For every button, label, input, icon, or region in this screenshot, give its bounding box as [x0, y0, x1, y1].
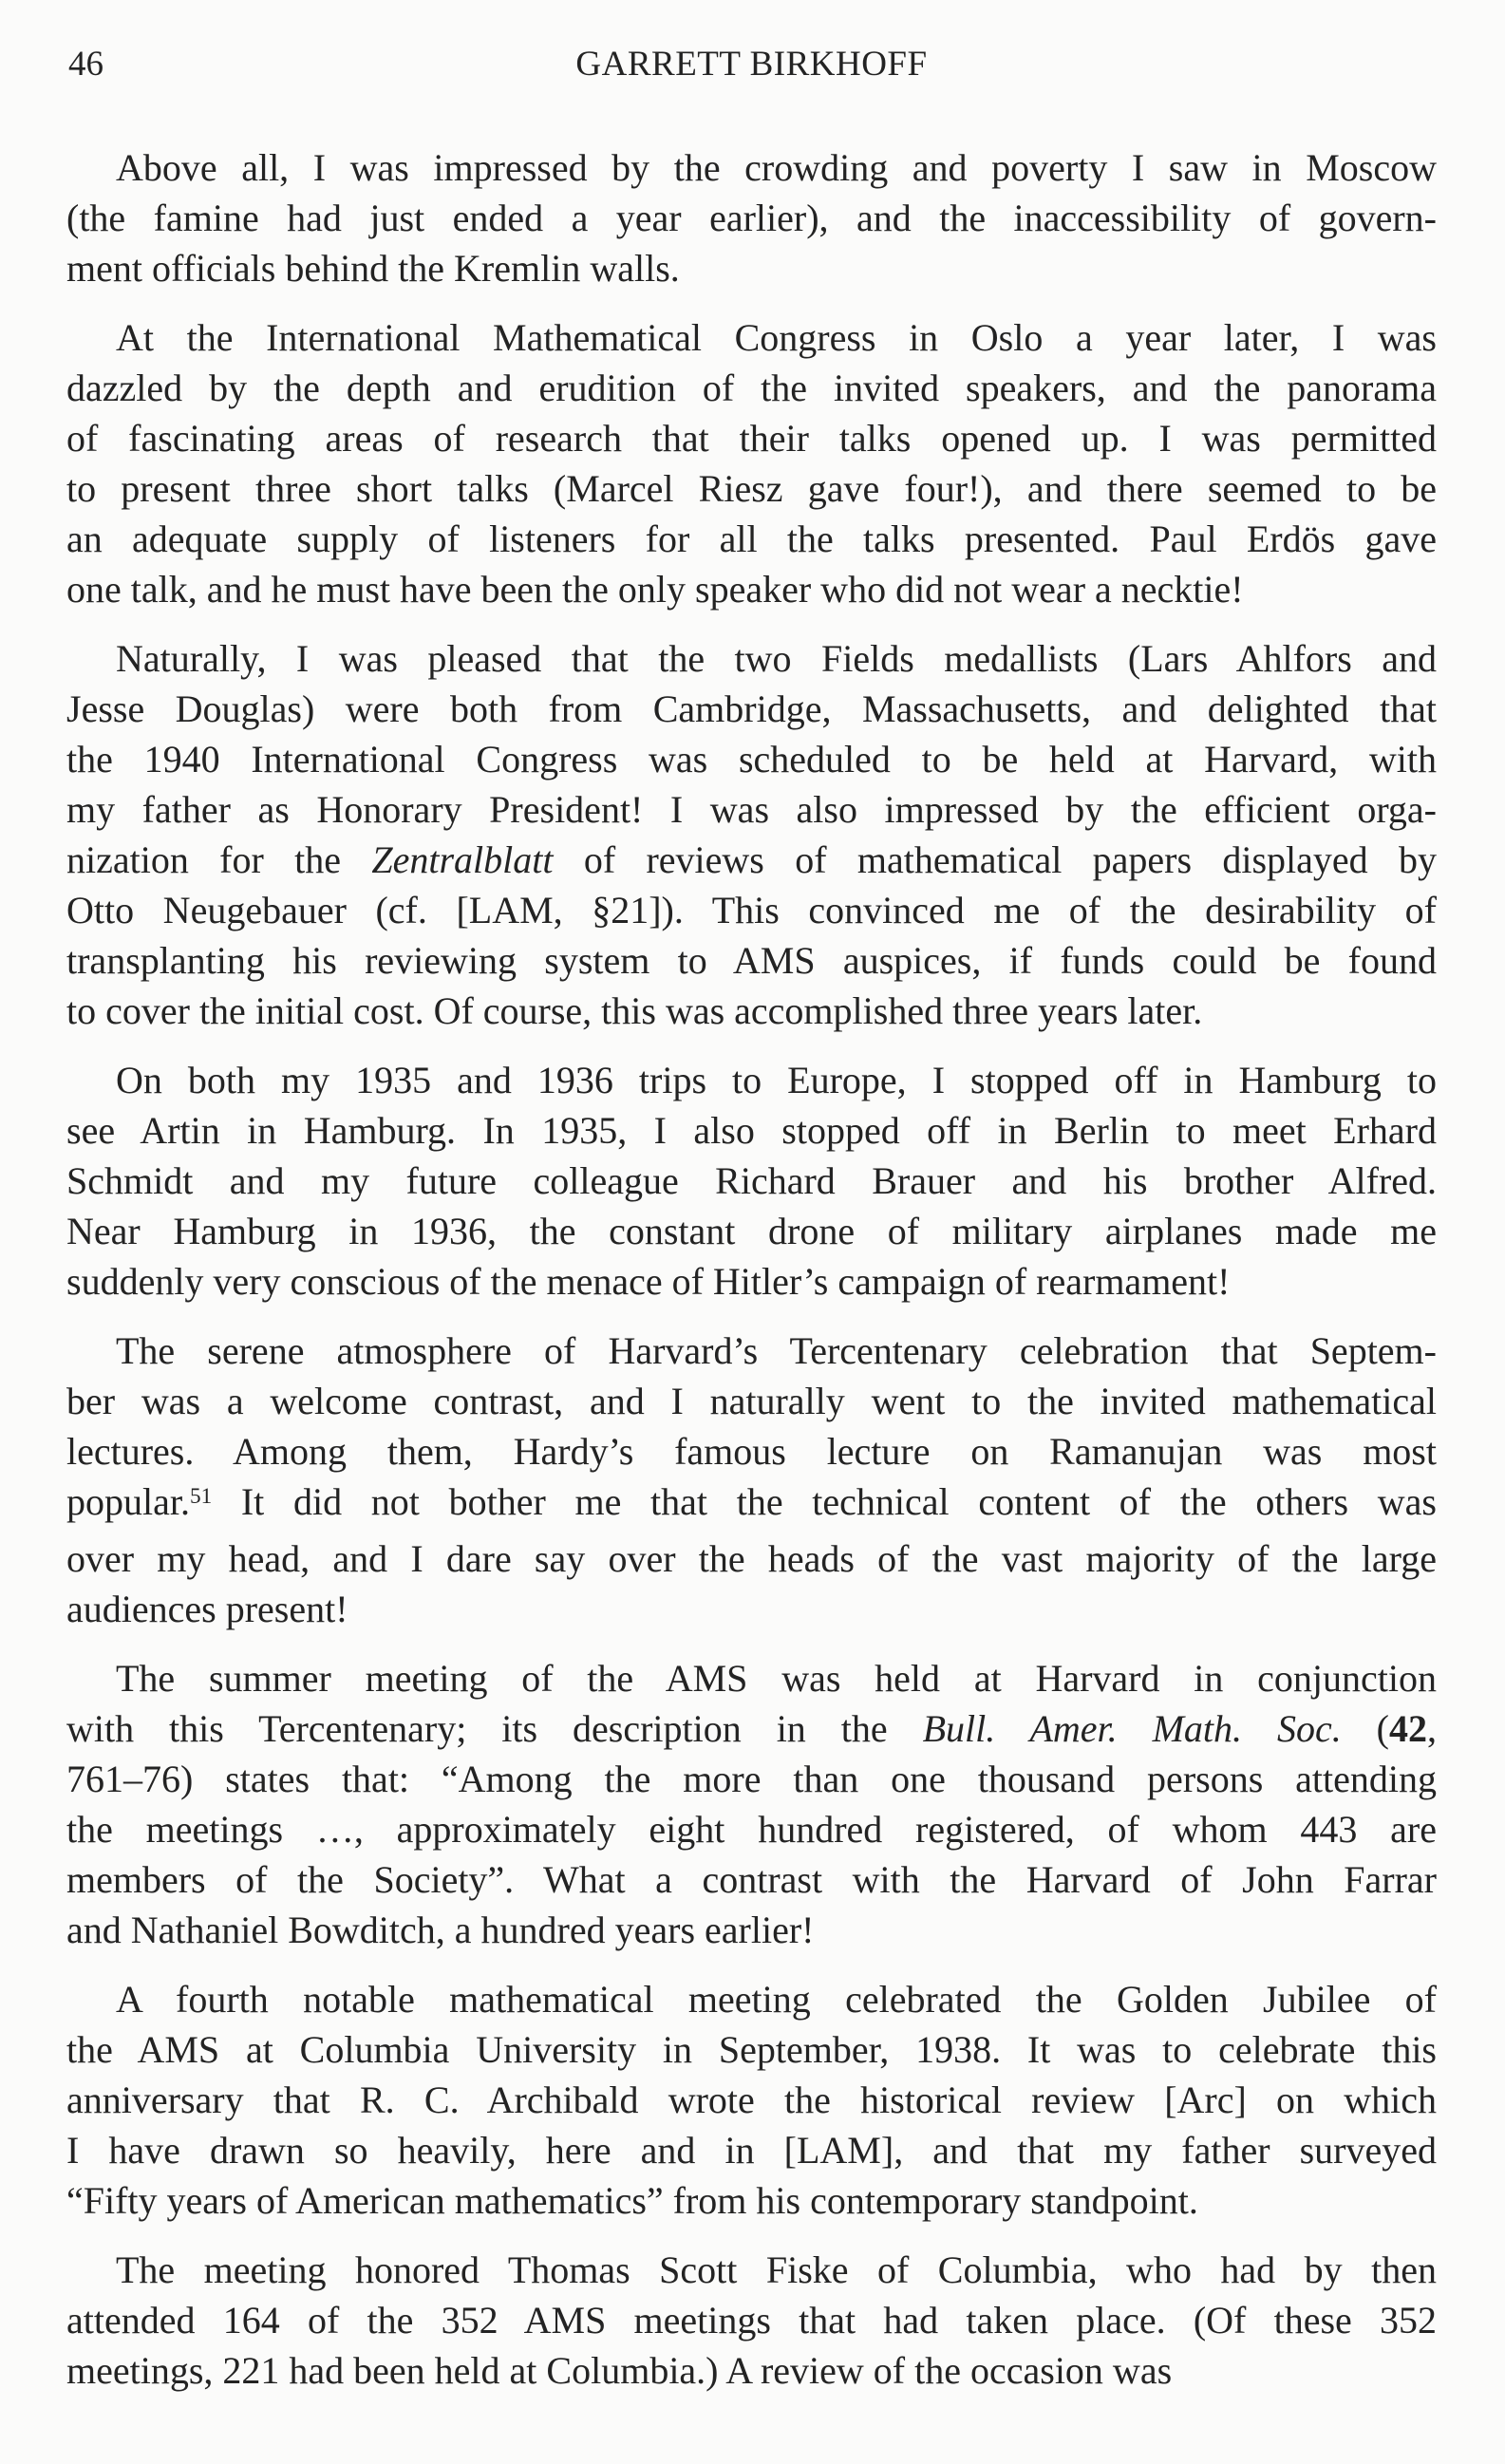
- paragraph: [66, 1055, 1437, 1307]
- text-segment: (the famine had just ended a year earlier), and the inaccessibility of govern-: [66, 197, 1437, 239]
- text-segment: my father as Honorary President! I was also impressed by the efficient orga-: [66, 788, 1437, 831]
- text-line: [66, 564, 1437, 614]
- text-segment: attended 164 of the 352 AMS meetings that had taken place. (Of these 352: [66, 2299, 1437, 2342]
- text-line: [66, 734, 1437, 784]
- footnote-reference: 51: [189, 1483, 213, 1509]
- text-line: [66, 363, 1437, 413]
- text-segment: Near Hamburg in 1936, the constant drone of military airplanes made me: [66, 1210, 1437, 1252]
- text-segment: 42: [1389, 1707, 1427, 1750]
- paragraph: [66, 1326, 1437, 1634]
- text-segment: The serene atmosphere of Harvard’s Tercentenary celebration that Septem-: [116, 1329, 1437, 1372]
- text-line: [66, 684, 1437, 734]
- text-segment: 761–76) states that: “Among the more than one thousand persons attending: [66, 1758, 1437, 1800]
- text-segment: A fourth notable mathematical meeting celebrated the Golden Jubilee of: [116, 1978, 1437, 2021]
- text-line: [66, 2245, 1437, 2295]
- text-segment: Bull. Amer. Math. Soc.: [922, 1707, 1342, 1750]
- text-line: [66, 885, 1437, 935]
- text-segment: audiences present!: [66, 1588, 348, 1630]
- text-segment: “Fifty years of American mathematics” from his contemporary standpoint.: [66, 2179, 1198, 2222]
- text-segment: an adequate supply of listeners for all the talks presented. Paul Erdös gave: [66, 517, 1437, 560]
- text-line: [66, 1206, 1437, 1256]
- paragraph: [66, 633, 1437, 1036]
- text-line: [66, 514, 1437, 564]
- paragraph: [66, 142, 1437, 293]
- text-segment: of fascinating areas of research that their talks opened up. I was permitted: [66, 417, 1437, 460]
- text-line: [66, 312, 1437, 363]
- text-segment: Jesse Douglas) were both from Cambridge, Massachusetts, and delighted that: [66, 687, 1437, 730]
- text-line: [66, 413, 1437, 463]
- page-body: [66, 142, 1437, 2396]
- text-line: [66, 835, 1437, 885]
- text-segment: transplanting his reviewing system to AMS auspices, if funds could be found: [66, 939, 1437, 982]
- paragraph: [66, 1653, 1437, 1955]
- text-segment: lectures. Among them, Hardy’s famous lecture on Ramanujan was most: [66, 1430, 1437, 1473]
- text-segment: At the International Mathematical Congress in Oslo a year later, I was: [116, 316, 1437, 359]
- text-segment: Above all, I was impressed by the crowding and poverty I saw in Moscow: [116, 146, 1437, 189]
- text-segment: I have drawn so heavily, here and in [LAM], and that my father surveyed: [66, 2129, 1437, 2172]
- text-segment: Otto Neugebauer (cf. [LAM, §21]). This convinced me of the desirability of: [66, 889, 1437, 931]
- text-line: [66, 193, 1437, 243]
- text-segment: ,: [1427, 1707, 1437, 1750]
- text-segment: On both my 1935 and 1936 trips to Europe, I stopped off in Hamburg to: [116, 1059, 1437, 1101]
- paragraph: [66, 2245, 1437, 2396]
- text-segment: nization for the: [66, 838, 372, 881]
- text-segment: The summer meeting of the AMS was held at Harvard in conjunction: [116, 1657, 1437, 1700]
- text-segment: Schmidt and my future colleague Richard Brauer and his brother Alfred.: [66, 1159, 1437, 1202]
- text-line: [66, 1974, 1437, 2024]
- text-segment: one talk, and he must have been the only speaker who did not wear a necktie!: [66, 568, 1244, 611]
- text-segment: the meetings …, approximately eight hundred registered, of whom 443 are: [66, 1808, 1437, 1851]
- text-line: [66, 1584, 1437, 1634]
- text-segment: meetings, 221 had been held at Columbia.) A review of the occasion was: [66, 2349, 1173, 2392]
- running-head: GARRETT BIRKHOFF: [575, 45, 928, 84]
- text-line: [66, 784, 1437, 835]
- text-line: [66, 243, 1437, 293]
- page-header: [66, 44, 1437, 85]
- paragraph: [66, 312, 1437, 614]
- text-line: [66, 633, 1437, 684]
- text-line: [66, 2295, 1437, 2345]
- text-line: [66, 463, 1437, 514]
- text-segment: over my head, and I dare say over the heads of the vast majority of the large: [66, 1537, 1437, 1580]
- text-segment: the 1940 International Congress was scheduled to be held at Harvard, with: [66, 738, 1437, 781]
- text-line: [66, 142, 1437, 193]
- text-line: [66, 2175, 1437, 2226]
- text-line: [66, 1854, 1437, 1905]
- text-segment: see Artin in Hamburg. In 1935, I also stopped off in Berlin to meet Erhard: [66, 1109, 1437, 1152]
- text-segment: ber was a welcome contrast, and I naturally went to the invited mathematical: [66, 1380, 1437, 1422]
- text-line: [66, 935, 1437, 986]
- text-segment: dazzled by the depth and erudition of the invited speakers, and the panorama: [66, 367, 1437, 409]
- text-segment: and Nathaniel Bowditch, a hundred years earlier!: [66, 1909, 815, 1951]
- text-segment: anniversary that R. C. Archibald wrote the historical review [Arc] on which: [66, 2078, 1437, 2121]
- paragraph: [66, 1974, 1437, 2226]
- text-segment: to cover the initial cost. Of course, this was accomplished three years later.: [66, 989, 1203, 1032]
- text-line: [66, 1055, 1437, 1105]
- page-number: 46: [68, 45, 103, 84]
- text-line: [66, 1905, 1437, 1955]
- text-segment: It did not bother me that the technical content of the others was: [212, 1480, 1437, 1523]
- text-line: [66, 1376, 1437, 1426]
- text-line: [66, 1653, 1437, 1703]
- text-line: [66, 1754, 1437, 1804]
- text-segment: ment officials behind the Kremlin walls.: [66, 247, 680, 290]
- text-line: [66, 1804, 1437, 1854]
- text-line: [66, 1256, 1437, 1307]
- text-line: [66, 2024, 1437, 2075]
- text-line: [66, 1477, 1437, 1533]
- text-line: [66, 1703, 1437, 1754]
- text-segment: Naturally, I was pleased that the two Fields medallists (Lars Ahlfors and: [116, 637, 1437, 680]
- text-segment: Zentralblatt: [371, 838, 554, 881]
- text-segment: to present three short talks (Marcel Riesz gave four!), and there seemed to be: [66, 467, 1437, 510]
- text-segment: the AMS at Columbia University in September, 1938. It was to celebrate this: [66, 2028, 1437, 2071]
- text-line: [66, 2125, 1437, 2175]
- text-segment: of reviews of mathematical papers displayed by: [553, 838, 1437, 881]
- text-segment: members of the Society”. What a contrast with the Harvard of John Farrar: [66, 1858, 1437, 1901]
- text-segment: suddenly very conscious of the menace of Hitler’s campaign of rearmament!: [66, 1260, 1231, 1303]
- text-line: [66, 1156, 1437, 1206]
- text-line: [66, 2345, 1437, 2396]
- text-line: [66, 2075, 1437, 2125]
- text-segment: with this Tercentenary; its description in the: [66, 1707, 923, 1750]
- text-line: [66, 1326, 1437, 1376]
- text-line: [66, 1105, 1437, 1156]
- text-line: [66, 986, 1437, 1036]
- text-segment: popular.: [66, 1480, 190, 1523]
- text-line: [66, 1426, 1437, 1477]
- text-line: [66, 1533, 1437, 1584]
- text-segment: The meeting honored Thomas Scott Fiske of Columbia, who had by then: [116, 2248, 1437, 2291]
- text-segment: (: [1341, 1707, 1389, 1750]
